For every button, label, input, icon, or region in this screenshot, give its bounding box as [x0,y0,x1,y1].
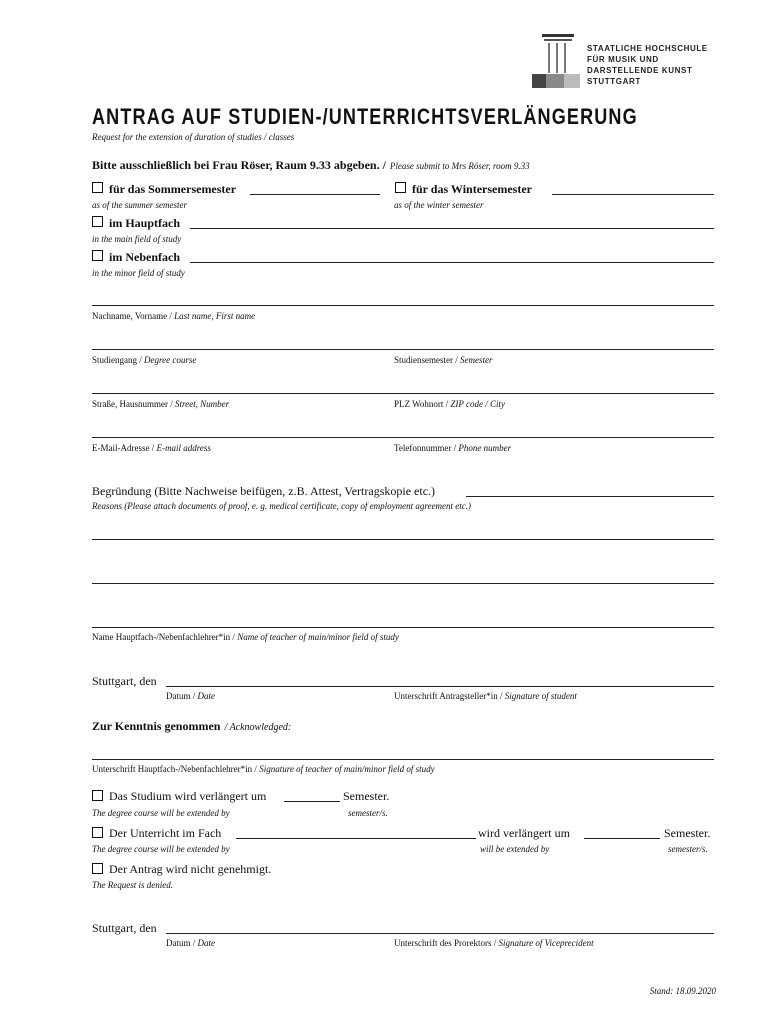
date-caption-1 [166,691,215,701]
course-semester-input[interactable] [92,349,714,350]
email-caption [92,443,211,453]
name-caption-de: Nachname, Vorname / [92,311,172,321]
date-caption-2 [166,938,215,948]
submit-instruction [92,156,530,174]
date-caption-1-en: Date [197,691,215,701]
version-date: Stand: 18.09.2020 [649,986,716,996]
submit-instruction-de: Bitte ausschließlich bei Frau Röser, Raum 9.33 abgeben. / [92,158,386,172]
main-field-checkbox[interactable] [92,216,103,227]
summer-semester-checkbox[interactable] [92,182,103,193]
extend-studies-count[interactable] [284,801,340,802]
zip-caption [394,399,505,409]
course-caption-en: Degree course [144,355,197,365]
summer-semester-label: für das Sommersemester [109,182,237,196]
semester-caption [394,355,493,365]
winter-semester-checkbox[interactable] [395,182,406,193]
extend-classes-subject[interactable] [236,838,476,839]
page-title: ANTRAG AUF STUDIEN-/UNTERRICHTSVERLÄNGERUNG [92,104,638,129]
teacher-caption-en: Name of teacher of main/minor field of study [237,632,399,642]
reason-input-1[interactable] [466,496,714,497]
student-signature-caption-de: Unterschrift Antragsteller*in / [394,691,503,701]
extend-classes-mid: wird verlängert um [478,826,570,840]
email-caption-en: E-mail address [156,443,211,453]
minor-field-input[interactable] [190,262,714,263]
teacher-signature-input[interactable] [92,759,714,760]
reason-input-2[interactable] [92,539,714,540]
main-field-label: im Hauptfach [109,216,181,230]
teacher-caption [92,632,399,642]
logo-line-4: STUTTGART [587,77,641,86]
extend-classes-checkbox[interactable] [92,827,103,838]
extend-classes-count[interactable] [584,838,660,839]
course-caption [92,355,196,365]
street-caption-en: Street, Number [174,399,230,409]
extend-classes-en-suffix: semester/s. [668,844,708,854]
date-signature-input-1[interactable] [166,686,714,687]
acknowledged-heading [92,717,291,735]
extend-classes-suffix: Semester. [664,826,711,840]
zip-caption-de: PLZ Wohnort / [394,399,449,409]
winter-semester-en: as of the winter semester [394,200,484,210]
winter-semester-label: für das Wintersemester [412,182,532,196]
course-caption-de: Studiengang / [92,355,142,365]
phone-caption-de: Telefonnummer / [394,443,457,453]
summer-semester-field[interactable] [250,194,380,195]
extend-studies-en: The degree course will be extended by [92,808,230,818]
teacher-signature-caption-de: Unterschrift Hauptfach-/Nebenfachlehrer*in / [92,764,257,774]
teacher-caption-de: Name Hauptfach-/Nebenfachlehrer*in / [92,632,235,642]
acknowledged-heading-de: Zur Kenntnis genommen [92,719,221,733]
extend-classes-en: The degree course will be extended by [92,844,230,854]
summer-semester-en: as of the summer semester [92,200,187,210]
main-field-input[interactable] [190,228,714,229]
extend-studies-en-suffix: semester/s. [348,808,388,818]
place-label-1: Stuttgart, den [92,674,157,688]
reason-input-3[interactable] [92,583,714,584]
minor-field-en: in the minor field of study [92,268,185,278]
contact-input[interactable] [92,437,714,438]
student-signature-caption [394,691,577,701]
extend-studies-label: Das Studium wird verlängert um [109,789,267,803]
extend-studies-checkbox[interactable] [92,790,103,801]
minor-field-label: im Nebenfach [109,250,180,264]
extend-classes-en-mid: will be extended by [480,844,550,854]
logo-line-3: DARSTELLENDE KUNST [587,66,693,75]
submit-instruction-en: Please submit to Mrs Röser, room 9.33 [389,161,530,171]
university-logo [532,34,722,94]
date-caption-1-de: Datum / [166,691,196,701]
name-caption [92,311,255,321]
page-subtitle: Request for the extension of duration of studies / classes [92,132,295,142]
logo-line-2: FÜR MUSIK UND [587,55,659,64]
extend-classes-label: Der Unterricht im Fach [109,826,222,840]
reason-label: Begründung (Bitte Nachweise beifügen, z.B. Attest, Vertragskopie etc.) [92,484,436,498]
phone-caption-en: Phone number [458,443,512,453]
prorector-signature-caption [394,938,594,948]
address-input[interactable] [92,393,714,394]
semester-caption-de: Studiensemester / [394,355,458,365]
date-signature-input-2[interactable] [166,933,714,934]
name-input[interactable] [92,305,714,306]
name-caption-en: Last name, First name [174,311,256,321]
logo-line-1: STAATLICHE HOCHSCHULE [587,44,708,53]
date-caption-2-en: Date [197,938,215,948]
street-caption-de: Straße, Hausnummer / [92,399,173,409]
semester-caption-en: Semester [460,355,493,365]
minor-field-checkbox[interactable] [92,250,103,261]
teacher-name-input[interactable] [92,627,714,628]
place-label-2: Stuttgart, den [92,921,157,935]
date-caption-2-de: Datum / [166,938,196,948]
zip-caption-en: ZIP code / City [450,399,505,409]
building-icon [532,34,586,90]
winter-semester-field[interactable] [552,194,714,195]
main-field-en: in the main field of study [92,234,182,244]
phone-caption [394,443,511,453]
request-denied-label: Der Antrag wird nicht genehmigt. [109,862,272,876]
street-caption [92,399,229,409]
student-signature-caption-en: Signature of student [504,691,577,701]
teacher-signature-caption [92,764,435,774]
acknowledged-heading-en: / Acknowledged: [224,722,292,733]
reason-en: Reasons (Please attach documents of proof, e. g. medical certificate, copy of employment agreement etc.) [92,501,471,511]
email-caption-de: E-Mail-Adresse / [92,443,155,453]
prorector-signature-caption-en: Signature of Viceprecident [498,938,594,948]
teacher-signature-caption-en: Signature of teacher of main/minor field of study [259,764,435,774]
request-denied-en: The Request is denied. [92,880,173,890]
prorector-signature-caption-de: Unterschrift des Prorektors / [394,938,497,948]
request-denied-checkbox[interactable] [92,863,103,874]
extend-studies-suffix: Semester. [343,789,390,803]
